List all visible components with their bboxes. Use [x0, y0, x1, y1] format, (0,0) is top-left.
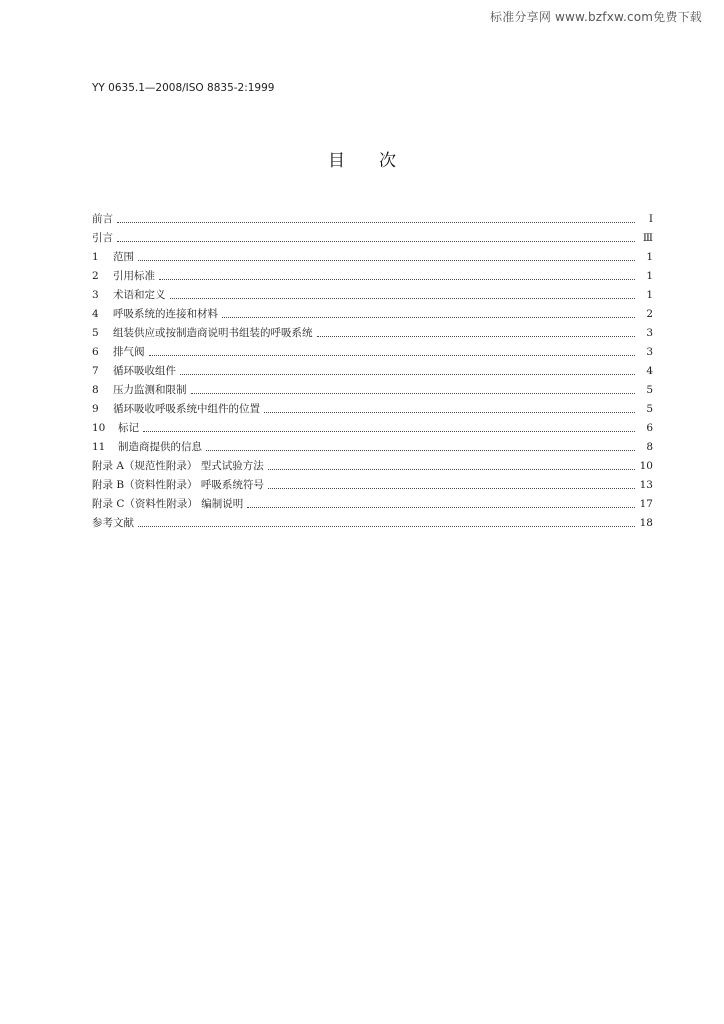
toc-entry-label: 附录 C（资料性附录） 编制说明 [92, 498, 244, 510]
toc-leader-dots [149, 354, 636, 356]
toc-entry-label: 排气阀 [113, 346, 145, 358]
toc-entry-number: 2 [92, 270, 99, 282]
toc-entry-11[interactable] [92, 435, 653, 454]
toc-leader-dots [268, 468, 635, 470]
toc-entry-page: 13 [639, 479, 653, 491]
toc-entry-label: 附录 B（资料性附录） 呼吸系统符号 [92, 479, 264, 491]
toc-entry-page: 5 [646, 403, 653, 415]
toc-entry-number: 6 [92, 346, 99, 358]
toc-entry-number: 4 [92, 308, 99, 320]
toc-entry-label: 引用标准 [113, 270, 155, 282]
toc-entry-annex-a[interactable] [92, 454, 653, 473]
toc-entry-number: 11 [92, 441, 106, 453]
toc-entry-label: 引言 [92, 232, 113, 244]
toc-leader-dots [317, 335, 636, 337]
toc-entry-number: 1 [92, 251, 99, 263]
toc-entry-label: 参考文献 [92, 517, 134, 529]
toc-entry-9[interactable] [92, 397, 653, 416]
toc-leader-dots [180, 373, 635, 375]
toc-entry-label: 附录 A（规范性附录） 型式试验方法 [92, 460, 264, 472]
toc-entry-page: Ⅲ [642, 232, 653, 244]
toc-entry-page: 3 [646, 327, 653, 339]
toc-entry-label: 循环吸收呼吸系统中组件的位置 [113, 403, 260, 415]
toc-leader-dots [159, 278, 635, 280]
toc-entry-label: 组装供应或按制造商说明书组装的呼吸系统 [113, 327, 313, 339]
toc-entry-2[interactable] [92, 264, 653, 283]
toc-entry-6[interactable] [92, 340, 653, 359]
toc-leader-dots [138, 259, 635, 261]
toc-entry-8[interactable] [92, 378, 653, 397]
toc-entry-page: 4 [646, 365, 653, 377]
toc-leader-dots [264, 411, 635, 413]
toc-entry-page: 18 [639, 517, 653, 529]
toc-entry-label: 标记 [118, 422, 139, 434]
toc-entry-page: 1 [646, 289, 653, 301]
toc-title: 目次 [328, 151, 430, 171]
toc-entry-7[interactable] [92, 359, 653, 378]
toc-entry-number: 7 [92, 365, 99, 377]
toc-entry-number: 3 [92, 289, 99, 301]
toc-entry-annex-b[interactable] [92, 473, 653, 492]
toc-entry-page: 10 [639, 460, 653, 472]
toc-leader-dots [206, 449, 635, 451]
toc-entry-introduction[interactable] [92, 226, 653, 245]
toc-entry-page: 1 [646, 270, 653, 282]
toc-entry-label: 呼吸系统的连接和材料 [113, 308, 218, 320]
toc-leader-dots [247, 506, 635, 508]
toc-entry-page: 3 [646, 346, 653, 358]
toc-entry-label: 范围 [113, 251, 134, 263]
toc-entry-label: 术语和定义 [113, 289, 166, 301]
toc-entry-page: I [648, 213, 653, 225]
toc-entry-foreword[interactable] [92, 207, 653, 226]
toc-entry-10[interactable] [92, 416, 653, 435]
toc-leader-dots [117, 221, 635, 223]
toc-leader-dots [191, 392, 636, 394]
toc-entry-number: 8 [92, 384, 99, 396]
toc-leader-dots [143, 430, 635, 432]
toc-leader-dots [117, 240, 635, 242]
toc-entry-page: 1 [646, 251, 653, 263]
toc-entry-number: 5 [92, 327, 99, 339]
toc-entry-3[interactable] [92, 283, 653, 302]
toc-entry-page: 8 [646, 441, 653, 453]
toc-entry-label: 循环吸收组件 [113, 365, 176, 377]
toc-entry-1[interactable] [92, 245, 653, 264]
toc-entry-label: 压力监测和限制 [113, 384, 187, 396]
toc-entry-4[interactable] [92, 302, 653, 321]
toc-leader-dots [138, 525, 635, 527]
toc-entry-number: 10 [92, 422, 106, 434]
document-code: YY 0635.1—2008/ISO 8835-2:1999 [92, 82, 275, 94]
toc-entry-number: 9 [92, 403, 99, 415]
toc-entry-annex-c[interactable] [92, 492, 653, 511]
toc-entry-page: 17 [639, 498, 653, 510]
toc-entry-label: 制造商提供的信息 [118, 441, 202, 453]
toc-entry-page: 2 [646, 308, 653, 320]
table-of-contents [92, 207, 653, 530]
toc-leader-dots [268, 487, 635, 489]
toc-leader-dots [222, 316, 635, 318]
toc-entry-bibliography[interactable] [92, 511, 653, 530]
toc-leader-dots [170, 297, 636, 299]
toc-entry-page: 6 [646, 422, 653, 434]
watermark-text: 标准分享网 www.bzfxw.com免费下载 [490, 10, 702, 24]
toc-entry-page: 5 [646, 384, 653, 396]
toc-entry-label: 前言 [92, 213, 113, 225]
toc-entry-5[interactable] [92, 321, 653, 340]
